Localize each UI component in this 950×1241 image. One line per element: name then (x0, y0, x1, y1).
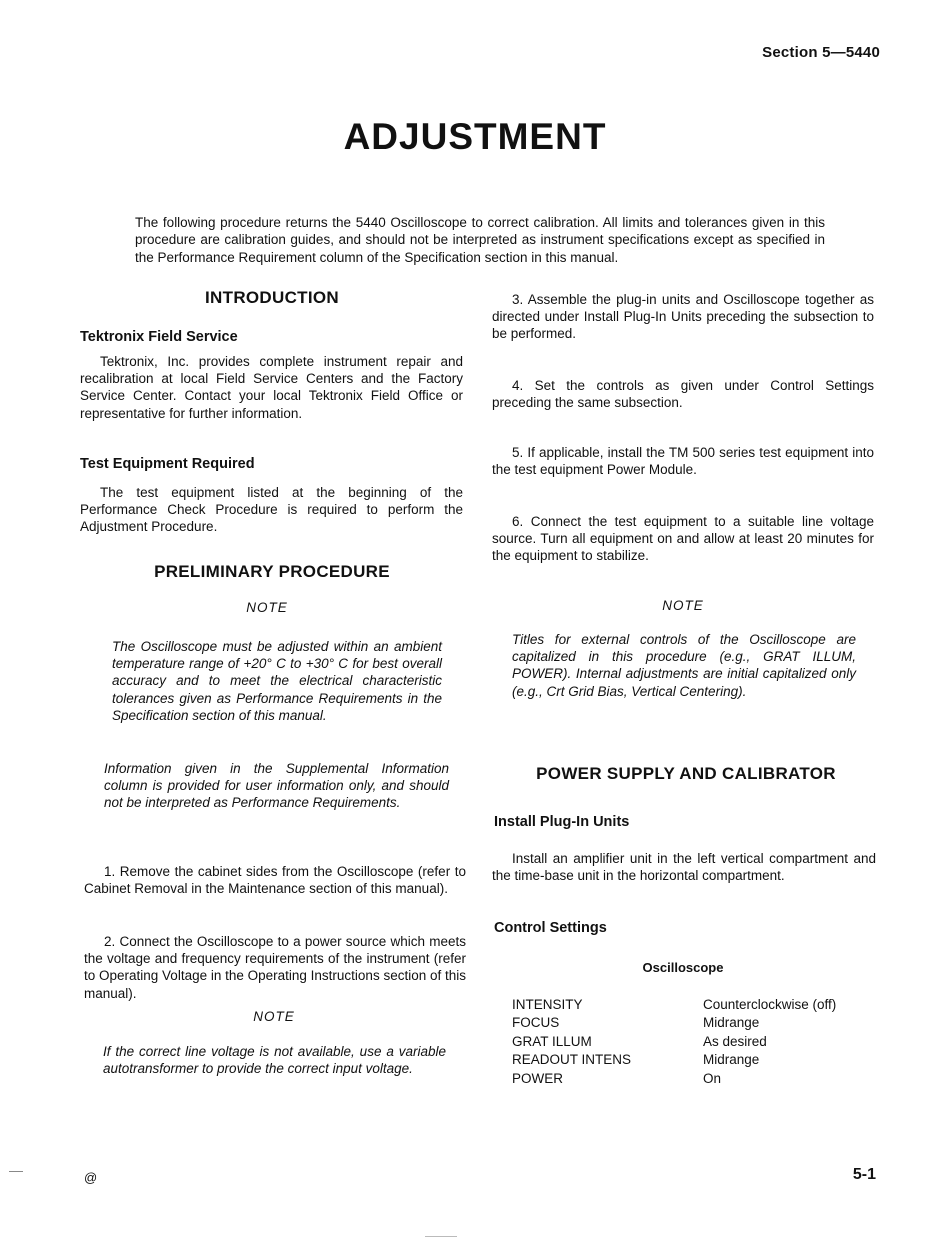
step-6: 6. Connect the test equipment to a suitable line voltage source. Turn all equipment on and allow at least 20 minutes for the equipment to stabilize. (492, 514, 874, 564)
intro-paragraph: The following procedure returns the 5440 Oscilloscope to correct calibration. All limits and tolerances given in this procedure are calibration guides, and should not be interpreted as instrument specifications except as specified in the Performance Requirement column of the Specification section in this manual. (135, 215, 825, 265)
settings-row (512, 1014, 872, 1032)
field-service-text: Tektronix, Inc. provides complete instrument repair and recalibration at local Field Service Centers and the Factory Service Center. Contact your local Tektronix Field Office or representative for further information. (80, 354, 463, 421)
control-name: GRAT ILLUM (512, 1033, 592, 1049)
margin-mark (9, 1171, 23, 1172)
control-name: READOUT INTENS (512, 1052, 632, 1068)
note-label-2: NOTE (253, 1009, 295, 1024)
control-setting: Midrange (703, 1052, 760, 1068)
control-name: FOCUS (512, 1015, 560, 1031)
control-settings-heading: Control Settings (494, 920, 607, 936)
step-2: 2. Connect the Oscilloscope to a power source which meets the voltage and frequency requirements of the instrument (refer to Operating Voltage in the Operating Instructions section of this manual). (84, 934, 466, 1001)
note-text-3: Titles for external controls of the Oscilloscope are capitalized in this procedure (e.g., GRAT ILLUM, POWER). Internal adjustments are initial capitalized only (e.g., Crt Grid Bias, Vertical Centering). (512, 632, 856, 699)
note-label-1: NOTE (246, 600, 288, 615)
settings-row (512, 996, 872, 1014)
footer-mark: @ (84, 1170, 98, 1185)
settings-row (512, 1070, 872, 1088)
power-supply-heading: POWER SUPPLY AND CALIBRATOR (536, 764, 836, 783)
test-equipment-text: The test equipment listed at the beginning of the Performance Check Procedure is required to perform the Adjustment Procedure. (80, 485, 463, 535)
introduction-heading: INTRODUCTION (205, 288, 339, 307)
control-setting: Counterclockwise (off) (703, 997, 837, 1012)
install-plugin-heading: Install Plug-In Units (494, 814, 630, 830)
control-settings-table (512, 996, 872, 1088)
page-title: ADJUSTMENT (343, 116, 607, 157)
bottom-mark (425, 1236, 457, 1237)
note-text-2: If the correct line voltage is not available, use a variable autotransformer to provide the correct input voltage. (103, 1044, 446, 1077)
settings-row (512, 1033, 872, 1051)
settings-row (512, 1051, 872, 1069)
section-header: Section 5—5440 (762, 44, 880, 61)
note-label-3: NOTE (662, 598, 704, 613)
field-service-heading: Tektronix Field Service (80, 329, 238, 345)
preliminary-procedure-heading: PRELIMINARY PROCEDURE (154, 562, 390, 581)
control-name: INTENSITY (512, 997, 583, 1012)
oscilloscope-label: Oscilloscope (642, 960, 724, 975)
control-setting: As desired (703, 1033, 767, 1049)
step-4: 4. Set the controls as given under Control Settings preceding the same subsection. (492, 378, 874, 411)
step-5: 5. If applicable, install the TM 500 series test equipment into the test equipment Power Module. (492, 445, 874, 478)
control-setting: On (703, 1070, 722, 1086)
control-setting: Midrange (703, 1015, 760, 1031)
step-1: 1. Remove the cabinet sides from the Oscilloscope (refer to Cabinet Removal in the Maintenance section of this manual). (84, 864, 466, 897)
note-text-1: The Oscilloscope must be adjusted within an ambient temperature range of +20° C to +30° C for best overall accuracy and to meet the electrical characteristic tolerances given as Performance Requirements in the Specification section of this manual. (112, 639, 442, 723)
note-text-1b: Information given in the Supplemental Information column is provided for user information only, and should not be interpreted as Performance Requirements. (104, 761, 449, 811)
control-name: POWER (512, 1070, 564, 1086)
test-equipment-heading: Test Equipment Required (80, 456, 255, 472)
step-3: 3. Assemble the plug-in units and Oscilloscope together as directed under Install Plug-In Units preceding the subsection to be performed. (492, 292, 874, 342)
page-number: 5-1 (852, 1166, 876, 1183)
install-plugin-text: Install an amplifier unit in the left vertical compartment and the time-base unit in the horizontal compartment. (492, 851, 876, 884)
